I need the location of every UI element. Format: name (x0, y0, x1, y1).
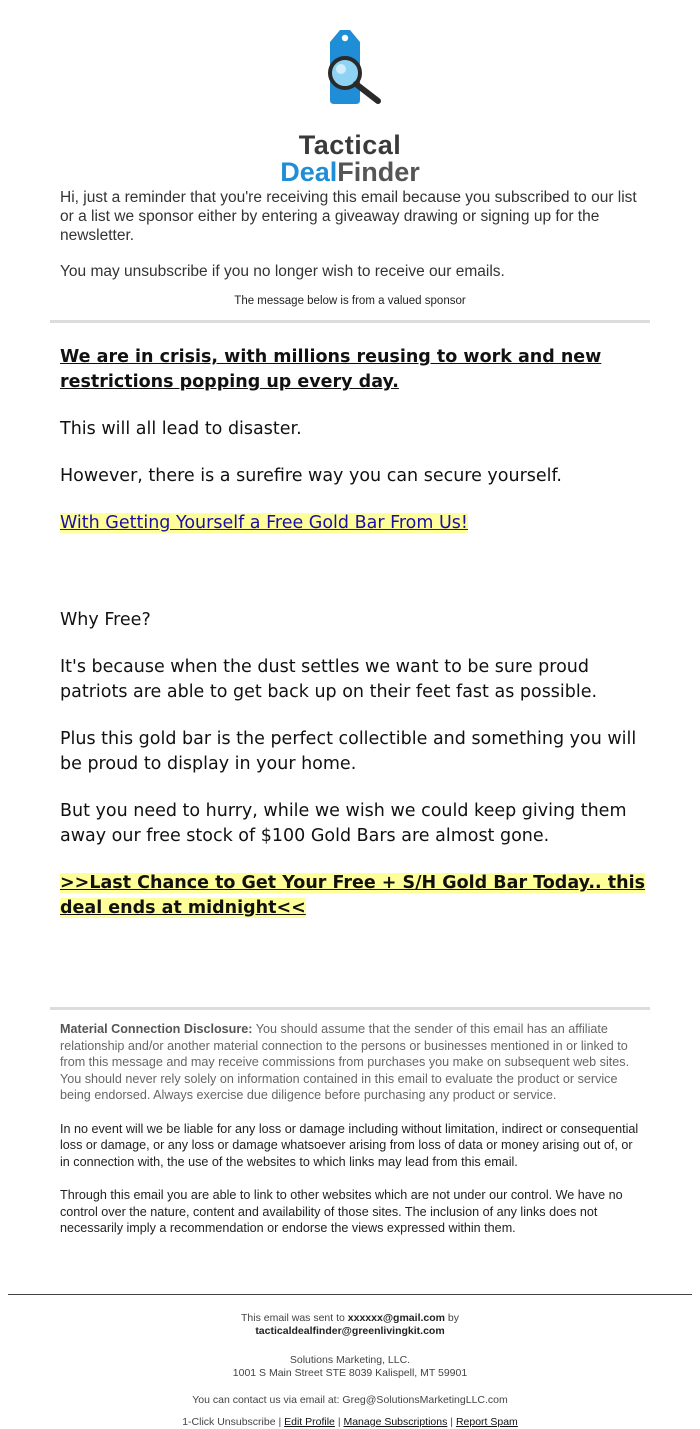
last-chance-paragraph (60, 871, 650, 921)
disclosure-label: Material Connection Disclosure: (60, 1022, 253, 1036)
disclosure-section (60, 1021, 645, 1237)
link-separator: | (447, 1416, 456, 1428)
message-paragraph: It's because when the dust settles we want to be sure proud patriots are able to get back up on their feet fast as possible. (60, 657, 598, 702)
liability-disclaimer: In no event will we be liable for any loss or damage including without limitation, indirect or consequential loss or damage, or any loss or damage whatsoever arising from loss of data or money arising out of, or in connection with, the use of the websites to which links may lead from this email. (60, 1121, 639, 1169)
sponsor-note: The message below is from a valued sponsor (234, 295, 466, 307)
logo-word-deal: Deal (280, 157, 338, 187)
material-connection-disclosure (60, 1021, 645, 1104)
report-spam-link[interactable]: Report Spam (455, 1416, 518, 1428)
message-paragraph: But you need to hurry, while we wish we could keep giving them away our free stock of $100 Gold Bars are almost gone. (60, 801, 627, 846)
logo-word-dealfinder (0, 159, 700, 186)
sponsor-message (60, 345, 650, 921)
recipient-email: xxxxxx@gmail.com (347, 1312, 445, 1324)
divider (50, 320, 650, 323)
sender-email: tacticaldealfinder@greenlivingkit.com (255, 1325, 445, 1337)
cta-link-paragraph (60, 511, 650, 536)
sent-to-line (0, 1312, 700, 1325)
logo-word-tactical: Tactical (298, 130, 402, 160)
intro-section (60, 188, 645, 281)
price-tag-magnifier-icon (318, 28, 384, 108)
headline: We are in crisis, with millions reusing to work and new restrictions popping up every day. (60, 347, 602, 392)
message-paragraph: However, there is a surefire way you can secure yourself. (60, 466, 562, 486)
headline-paragraph (60, 345, 650, 395)
link-separator: | (275, 1416, 285, 1428)
divider (50, 1007, 650, 1010)
message-paragraph: Why Free? (60, 610, 151, 630)
company-address: 1001 S Main Street STE 8039 Kalispell, MT 59901 (232, 1367, 468, 1379)
intro-unsubscribe-note: You may unsubscribe if you no longer wish to receive our emails. (60, 263, 505, 280)
email-footer (0, 1312, 700, 1429)
free-gold-bar-link[interactable]: With Getting Yourself a Free Gold Bar From Us! (60, 513, 468, 533)
footer-divider (8, 1294, 692, 1295)
sent-to-by: by (445, 1312, 460, 1324)
message-paragraph: This will all lead to disaster. (60, 419, 302, 439)
external-links-disclaimer: Through this email you are able to link to other websites which are not under our control. We have no control over the nature, content and availability of those sites. The inclusion of any links does not necessarily imply a recommendation or endorse the views expressed within them. (60, 1188, 623, 1235)
link-separator: | (334, 1416, 344, 1428)
intro-reminder: Hi, just a reminder that you're receiving this email because you subscribed to our list or a list we sponsor either by entering a giveaway drawing or signing up for the newsletter. (60, 189, 637, 244)
message-paragraph: Plus this gold bar is the perfect collectible and something you will be proud to display in your home. (60, 729, 637, 774)
company-name: Solutions Marketing, LLC. (289, 1354, 411, 1366)
contact-line: You can contact us via email at: Greg@SolutionsMarketingLLC.com (192, 1394, 508, 1406)
logo-word-finder: Finder (337, 157, 420, 187)
disclosure-text: You should assume that the sender of this email has an affiliate relationship and/or another material connection to the persons or businesses mentioned in or linked to from this message and may receive commissions from purchases you make on subsequent web sites. You should never rely solely on information contained in this email to evaluate the product or service being endorsed. Always exercise due diligence before purchasing any product or service. (60, 1022, 630, 1102)
edit-profile-link[interactable]: Edit Profile (284, 1416, 335, 1428)
sent-to-prefix: This email was sent to (240, 1312, 348, 1324)
brand-logo (0, 28, 700, 187)
one-click-unsubscribe[interactable]: 1-Click Unsubscribe (182, 1416, 276, 1428)
manage-subscriptions-link[interactable]: Manage Subscriptions (343, 1416, 448, 1428)
footer-links (0, 1416, 700, 1429)
last-chance-link[interactable]: >>Last Chance to Get Your Free + S/H Gold Bar Today.. this deal ends at midnight<< (60, 873, 646, 918)
